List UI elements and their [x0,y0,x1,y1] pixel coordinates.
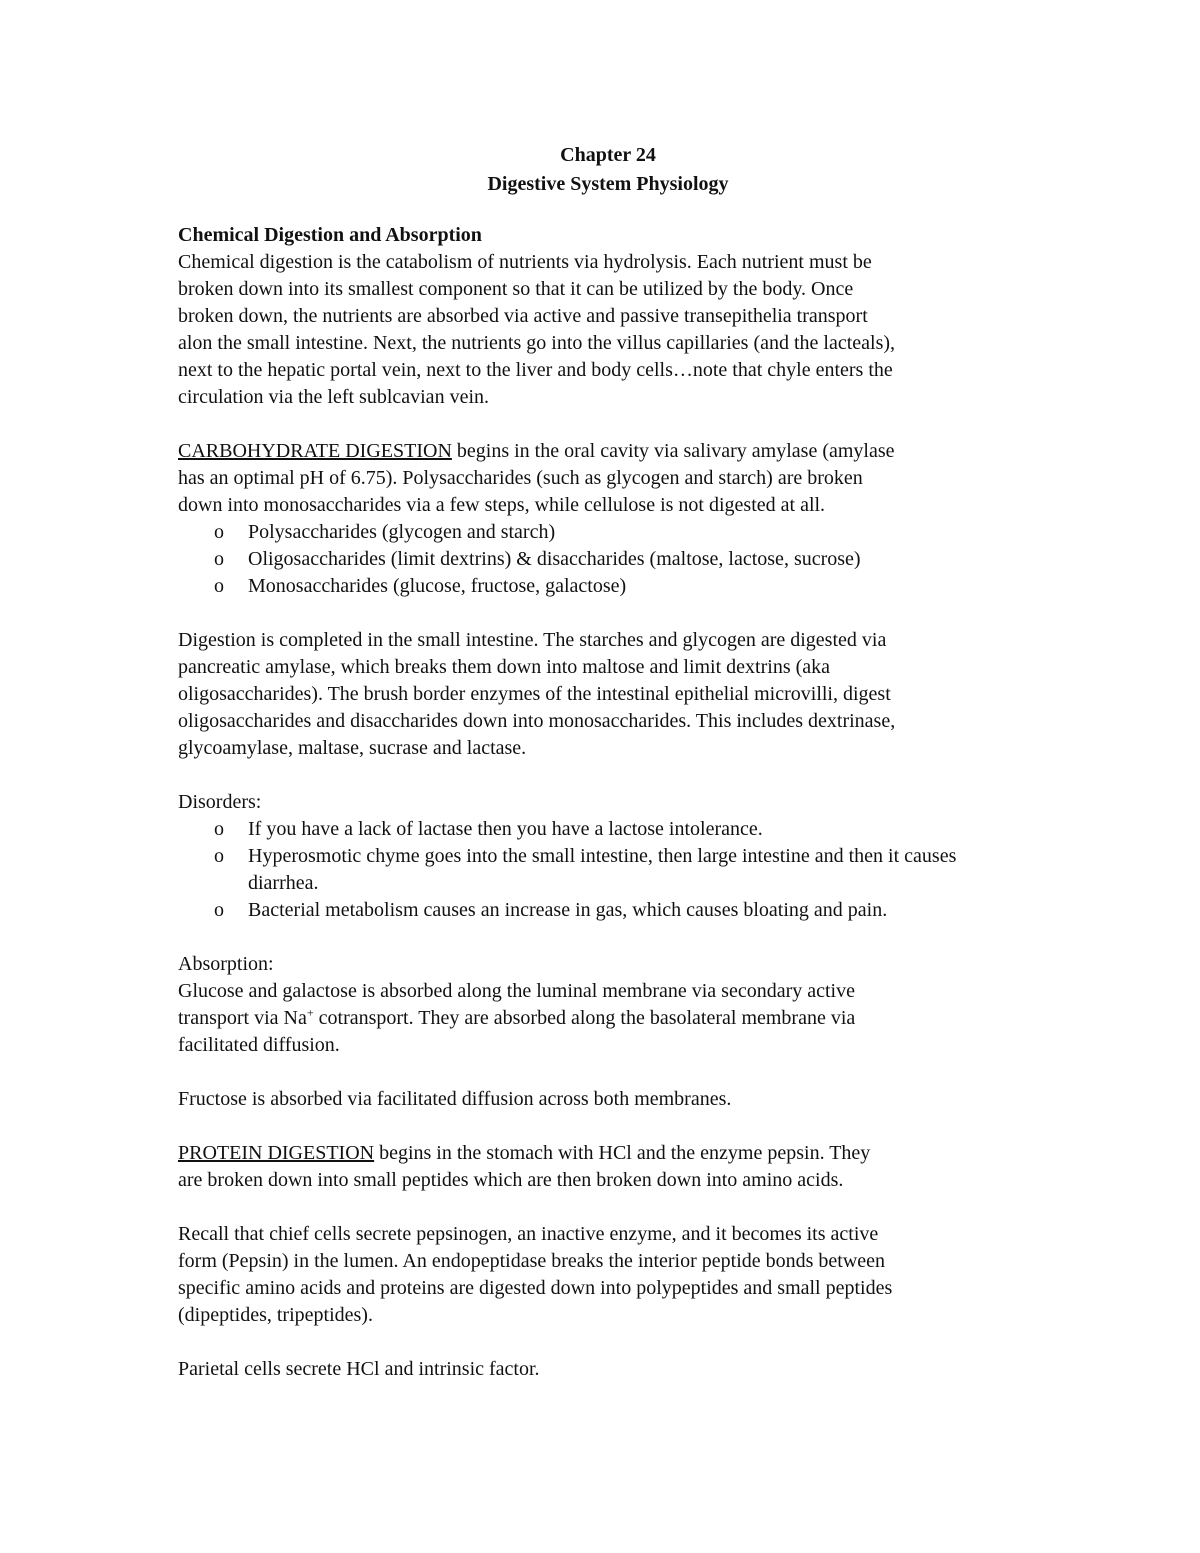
list-item-text: Hyperosmotic chyme goes into the small intestine, then large intestine and then it causes diarrhea. [248,845,957,894]
section-heading: Chemical Digestion and Absorption [178,224,482,246]
text-line: are broken down into small peptides which are then broken down into amino acids. [178,1169,844,1191]
text-line [178,438,1038,465]
text-line: oligosaccharides). The brush border enzymes of the intestinal epithelial microvilli, digest [178,683,891,705]
recall-paragraph [178,1221,1038,1329]
text-line: broken down, the nutrients are absorbed via active and passive transepithelia transport [178,305,868,327]
bullet-icon: o [214,575,224,597]
text-line: next to the hepatic portal vein, next to the liver and body cells…note that chyle enters the [178,359,893,381]
text-line: pancreatic amylase, which breaks them down into maltose and limit dextrins (aka [178,656,831,678]
list-item [178,843,1038,897]
text-line: oligosaccharides and disaccharides down into monosaccharides. This includes dextrinase, [178,710,896,732]
list-item-text: Polysaccharides (glycogen and starch) [248,521,556,543]
fructose-paragraph: Fructose is absorbed via facilitated diffusion across both membranes. [178,1088,732,1110]
list-item [178,546,1038,573]
text-line: Glucose and galactose is absorbed along the luminal membrane via secondary active [178,980,855,1002]
text-span: begins in the stomach with HCl and the enzyme pepsin. They [374,1142,871,1164]
bullet-icon: o [214,845,224,867]
text-line: circulation via the left sublcavian vein. [178,386,489,408]
text-line: facilitated diffusion. [178,1034,340,1056]
list-item [178,897,1038,924]
disorders-label: Disorders: [178,791,262,813]
list-item [178,573,1038,600]
list-item-text: Bacterial metabolism causes an increase in gas, which causes bloating and pain. [248,899,888,921]
carbohydrate-list [178,519,1038,600]
carbohydrate-digestion-label: CARBOHYDRATE DIGESTION [178,440,452,462]
text-line: Chemical digestion is the catabolism of nutrients via hydrolysis. Each nutrient must be [178,251,872,273]
list-item [178,816,1038,843]
text-line: alon the small intestine. Next, the nutrients go into the villus capillaries (and the lacteals), [178,332,896,354]
text-line: broken down into its smallest component so that it can be utilized by the body. Once [178,278,854,300]
sodium-charge: + [306,1005,314,1020]
protein-paragraph [178,1140,1038,1194]
text-line: (dipeptides, tripeptides). [178,1304,373,1326]
protein-digestion-label: PROTEIN DIGESTION [178,1142,375,1164]
chapter-number: Chapter 24 [560,144,656,166]
text-span: transport via Na [178,1007,307,1029]
bullet-icon: o [214,818,224,840]
text-line: glycoamylase, maltase, sucrase and lactase. [178,737,527,759]
text-line: Digestion is completed in the small intestine. The starches and glycogen are digested via [178,629,887,651]
text-line [178,1005,1038,1032]
list-item-text: Oligosaccharides (limit dextrins) & disaccharides (maltose, lactose, sucrose) [248,548,861,570]
document-page [178,141,1038,1383]
absorption-paragraph [178,978,1038,1059]
list-item-text: If you have a lack of lactase then you have a lactose intolerance. [248,818,763,840]
list-item [178,519,1038,546]
text-span: cotransport. They are absorbed along the basolateral membrane via [313,1007,856,1029]
bullet-icon: o [214,521,224,543]
list-item-text: Monosaccharides (glucose, fructose, galactose) [248,575,627,597]
text-line: Recall that chief cells secrete pepsinogen, an inactive enzyme, and it becomes its active [178,1223,879,1245]
carbohydrate-paragraph [178,438,1038,519]
text-line [178,1140,1038,1167]
text-line: has an optimal pH of 6.75). Polysaccharides (such as glycogen and starch) are broken [178,467,863,489]
text-line: specific amino acids and proteins are digested down into polypeptides and small peptides [178,1277,893,1299]
absorption-label: Absorption: [178,953,274,975]
chapter-title: Digestive System Physiology [487,173,729,195]
bullet-icon: o [214,548,224,570]
intro-paragraph [178,249,1038,411]
text-line: down into monosaccharides via a few steps, while cellulose is not digested at all. [178,494,826,516]
disorders-list [178,816,1038,924]
parietal-paragraph: Parietal cells secrete HCl and intrinsic factor. [178,1358,540,1380]
text-span: begins in the oral cavity via salivary amylase (amylase [451,440,895,462]
bullet-icon: o [214,899,224,921]
completion-paragraph [178,627,1038,762]
text-line: form (Pepsin) in the lumen. An endopeptidase breaks the interior peptide bonds between [178,1250,886,1272]
